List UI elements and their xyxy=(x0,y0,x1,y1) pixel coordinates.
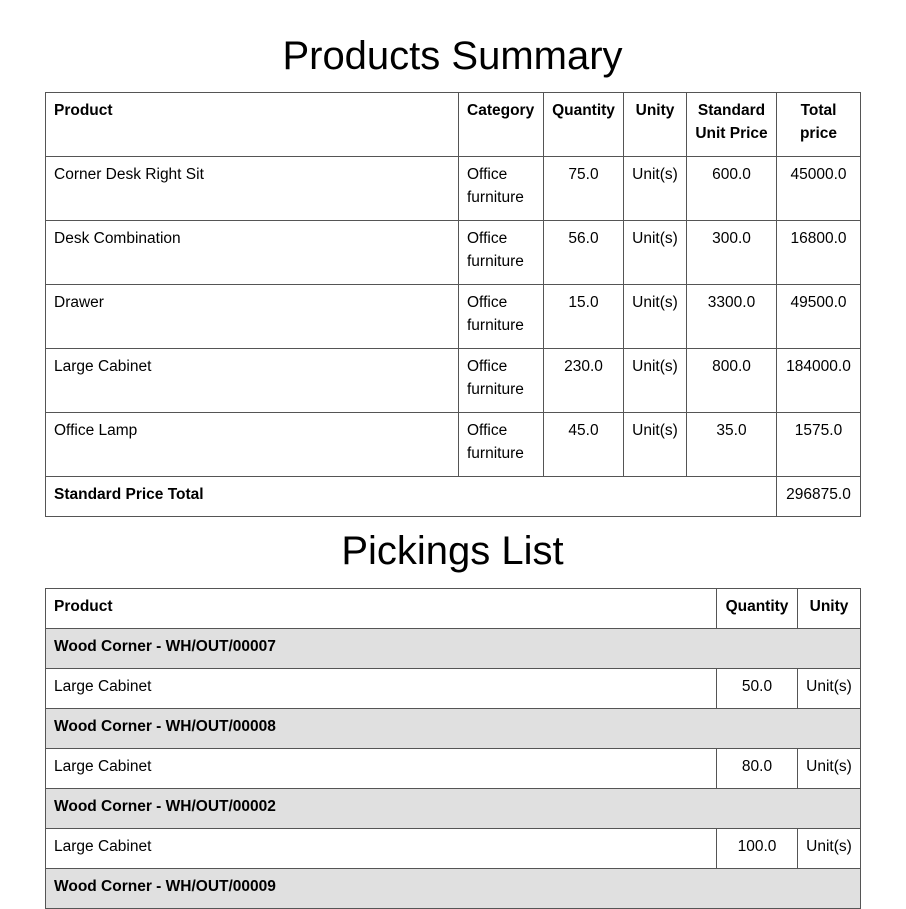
picking-group-label: Wood Corner - WH/OUT/00008 xyxy=(46,709,861,749)
cell-category: Office furniture xyxy=(459,285,544,349)
table-row xyxy=(46,413,861,477)
cell-product: Drawer xyxy=(46,285,459,349)
pickings-header-row xyxy=(46,589,861,629)
col-header-product: Product xyxy=(46,589,717,629)
summary-header-row xyxy=(46,93,861,157)
cell-standard-unit-price: 35.0 xyxy=(687,413,777,477)
cell-product: Desk Combination xyxy=(46,221,459,285)
report-page xyxy=(45,0,860,909)
table-row xyxy=(46,157,861,221)
cell-category: Office furniture xyxy=(459,349,544,413)
table-row xyxy=(46,829,861,869)
picking-group-row xyxy=(46,789,861,829)
cell-quantity: 75.0 xyxy=(544,157,624,221)
picking-group-label: Wood Corner - WH/OUT/00007 xyxy=(46,629,861,669)
cell-total-price: 45000.0 xyxy=(777,157,861,221)
col-header-total-price: Total price xyxy=(777,93,861,157)
col-header-product: Product xyxy=(46,93,459,157)
cell-total-price: 16800.0 xyxy=(777,221,861,285)
cell-unity: Unit(s) xyxy=(798,829,861,869)
cell-unity: Unit(s) xyxy=(624,413,687,477)
cell-quantity: 80.0 xyxy=(717,749,798,789)
col-header-unity: Unity xyxy=(624,93,687,157)
col-header-category: Category xyxy=(459,93,544,157)
cell-total-price: 1575.0 xyxy=(777,413,861,477)
cell-unity: Unit(s) xyxy=(624,157,687,221)
picking-group-row xyxy=(46,709,861,749)
cell-standard-unit-price: 3300.0 xyxy=(687,285,777,349)
pickings-list-table xyxy=(45,588,861,909)
products-summary-title: Products Summary xyxy=(282,34,623,78)
cell-unity: Unit(s) xyxy=(624,349,687,413)
cell-standard-unit-price: 800.0 xyxy=(687,349,777,413)
table-row xyxy=(46,749,861,789)
picking-group-row xyxy=(46,869,861,909)
cell-total-price: 49500.0 xyxy=(777,285,861,349)
cell-unity: Unit(s) xyxy=(624,285,687,349)
cell-product: Large Cabinet xyxy=(46,349,459,413)
cell-product: Large Cabinet xyxy=(46,669,717,709)
picking-group-row xyxy=(46,629,861,669)
cell-quantity: 45.0 xyxy=(544,413,624,477)
cell-quantity: 50.0 xyxy=(717,669,798,709)
table-row xyxy=(46,285,861,349)
cell-unity: Unit(s) xyxy=(798,749,861,789)
cell-standard-unit-price: 600.0 xyxy=(687,157,777,221)
col-header-standard-unit-price: Standard Unit Price xyxy=(687,93,777,157)
table-row xyxy=(46,349,861,413)
summary-total-row xyxy=(46,477,861,517)
cell-quantity: 15.0 xyxy=(544,285,624,349)
cell-category: Office furniture xyxy=(459,221,544,285)
cell-product: Corner Desk Right Sit xyxy=(46,157,459,221)
cell-quantity: 100.0 xyxy=(717,829,798,869)
cell-category: Office furniture xyxy=(459,157,544,221)
col-header-unity: Unity xyxy=(798,589,861,629)
cell-unity: Unit(s) xyxy=(624,221,687,285)
picking-group-label: Wood Corner - WH/OUT/00009 xyxy=(46,869,861,909)
picking-group-label: Wood Corner - WH/OUT/00002 xyxy=(46,789,861,829)
cell-unity: Unit(s) xyxy=(798,669,861,709)
cell-product: Large Cabinet xyxy=(46,829,717,869)
pickings-list-title: Pickings List xyxy=(341,529,564,573)
cell-standard-unit-price: 300.0 xyxy=(687,221,777,285)
table-row xyxy=(46,221,861,285)
cell-product: Large Cabinet xyxy=(46,749,717,789)
col-header-quantity: Quantity xyxy=(544,93,624,157)
col-header-quantity: Quantity xyxy=(717,589,798,629)
cell-category: Office furniture xyxy=(459,413,544,477)
standard-price-total-label: Standard Price Total xyxy=(46,477,777,517)
table-row xyxy=(46,669,861,709)
cell-total-price: 184000.0 xyxy=(777,349,861,413)
cell-quantity: 230.0 xyxy=(544,349,624,413)
cell-quantity: 56.0 xyxy=(544,221,624,285)
products-summary-table xyxy=(45,92,861,517)
standard-price-total-value: 296875.0 xyxy=(777,477,861,517)
cell-product: Office Lamp xyxy=(46,413,459,477)
